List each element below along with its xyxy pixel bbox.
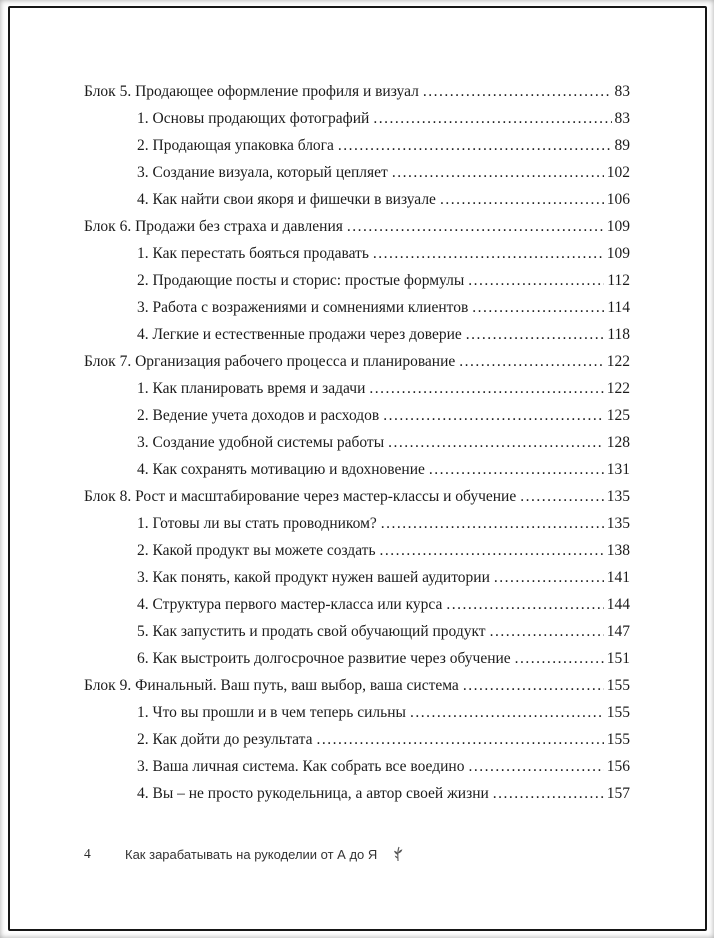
dot-leader [381, 510, 604, 537]
toc-entry-label: 2. Как дойти до результата [137, 731, 313, 748]
dot-leader [383, 402, 604, 429]
toc-entry-page: 122 [606, 380, 630, 397]
dot-leader [463, 672, 604, 699]
dot-leader [429, 456, 604, 483]
toc-item-row [84, 780, 630, 807]
dot-leader [493, 780, 604, 807]
toc-item-row [84, 132, 630, 159]
dot-leader [392, 159, 604, 186]
dot-leader [515, 645, 604, 672]
dot-leader [466, 321, 605, 348]
sprig-flourish-icon [391, 846, 405, 862]
dot-leader [338, 132, 612, 159]
toc-entry-label: 1. Как перестать бояться продавать [137, 245, 369, 262]
toc-entry-label: 3. Работа с возражениями и сомнениями клиентов [137, 299, 469, 316]
toc-entry-label: 1. Готовы ли вы стать проводником? [137, 515, 377, 532]
toc-section-row [84, 672, 630, 699]
toc-entry-label: 4. Легкие и естественные продажи через доверие [137, 326, 462, 343]
toc-item-row [84, 645, 630, 672]
toc-entry-label: 3. Ваша личная система. Как собрать все воедино [137, 758, 465, 775]
dot-leader [369, 375, 603, 402]
footer-book-title: Как зарабатывать на рукоделии от А до Я [125, 846, 378, 862]
toc-item-row [84, 591, 630, 618]
toc-entry-label: 5. Как запустить и продать свой обучающий продукт [137, 623, 486, 640]
toc-entry-label: Блок 8. Рост и масштабирование через мастер-классы и обучение [84, 488, 517, 505]
toc-entry-label: 2. Продающая упаковка блога [137, 137, 334, 154]
toc-entry-page: 89 [614, 137, 630, 154]
toc-item-row [84, 618, 630, 645]
dot-leader [373, 240, 604, 267]
toc-entry-page: 151 [606, 650, 630, 667]
toc-entry-label: 2. Продающие посты и сторис: простые формулы [137, 272, 465, 289]
toc-item-row [84, 186, 630, 213]
toc-entry-page: 83 [614, 83, 630, 100]
toc-entry-label: Блок 7. Организация рабочего процесса и планирование [84, 353, 456, 370]
toc-item-row [84, 321, 630, 348]
toc-entry-label: 2. Ведение учета доходов и расходов [137, 407, 380, 424]
toc-entry-page: 155 [606, 731, 630, 748]
toc-entry-page: 156 [606, 758, 630, 775]
toc-item-row [84, 537, 630, 564]
page-footer [84, 846, 630, 862]
toc-entry-label: 2. Какой продукт вы можете создать [137, 542, 376, 559]
toc-entry-page: 118 [607, 326, 630, 343]
toc-entry-label: 4. Структура первого мастер-класса или курса [137, 596, 443, 613]
dot-leader [446, 591, 603, 618]
toc-section-row [84, 348, 630, 375]
dot-leader [490, 618, 604, 645]
toc-entry-label: 4. Как найти свои якоря и фишечки в визуале [137, 191, 436, 208]
toc-entry-label: 3. Как понять, какой продукт нужен вашей аудитории [137, 569, 490, 586]
toc-entry-page: 138 [606, 542, 630, 559]
toc-entry-page: 147 [606, 623, 630, 640]
dot-leader [380, 537, 604, 564]
dot-leader [520, 483, 604, 510]
toc-entry-page: 155 [606, 704, 630, 721]
dot-leader [494, 564, 604, 591]
dot-leader [459, 348, 603, 375]
toc-entry-label: 1. Основы продающих фотографий [137, 110, 370, 127]
toc-entry-page: 144 [606, 596, 630, 613]
toc-section-row [84, 483, 630, 510]
toc-entry-page: 128 [606, 434, 630, 451]
toc-entry-page: 102 [606, 164, 630, 181]
table-of-contents [84, 78, 630, 807]
toc-entry-label: Блок 9. Финальный. Ваш путь, ваш выбор, ваша система [84, 677, 459, 694]
toc-item-row [84, 105, 630, 132]
dot-leader [347, 213, 604, 240]
toc-entry-page: 109 [606, 218, 630, 235]
toc-item-row [84, 429, 630, 456]
toc-entry-page: 109 [606, 245, 630, 262]
toc-item-row [84, 510, 630, 537]
dot-leader [468, 753, 603, 780]
footer-page-number: 4 [84, 846, 91, 861]
toc-entry-page: 157 [606, 785, 630, 802]
dot-leader [317, 726, 604, 753]
toc-section-row [84, 78, 630, 105]
toc-entry-page: 155 [606, 677, 630, 694]
toc-entry-page: 106 [606, 191, 630, 208]
dot-leader [468, 267, 604, 294]
toc-item-row [84, 726, 630, 753]
toc-entry-label: 4. Как сохранять мотивацию и вдохновение [137, 461, 425, 478]
toc-entry-page: 131 [606, 461, 630, 478]
toc-entry-label: 3. Создание визуала, который цепляет [137, 164, 388, 181]
dot-leader [373, 105, 611, 132]
toc-item-row [84, 753, 630, 780]
toc-section-row [84, 213, 630, 240]
toc-entry-page: 112 [607, 272, 630, 289]
toc-entry-page: 135 [606, 488, 630, 505]
toc-item-row [84, 402, 630, 429]
toc-entry-label: 1. Как планировать время и задачи [137, 380, 366, 397]
dot-leader [410, 699, 604, 726]
toc-entry-page: 83 [614, 110, 630, 127]
toc-item-row [84, 159, 630, 186]
toc-item-row [84, 456, 630, 483]
dot-leader [388, 429, 604, 456]
toc-item-row [84, 375, 630, 402]
dot-leader [423, 78, 612, 105]
toc-item-row [84, 564, 630, 591]
toc-item-row [84, 240, 630, 267]
toc-entry-page: 114 [607, 299, 630, 316]
toc-entry-page: 122 [606, 353, 630, 370]
toc-entry-label: 3. Создание удобной системы работы [137, 434, 385, 451]
toc-entry-label: 4. Вы – не просто рукодельница, а автор своей жизни [137, 785, 489, 802]
toc-entry-label: Блок 6. Продажи без страха и давления [84, 218, 343, 235]
toc-item-row [84, 294, 630, 321]
toc-entry-page: 135 [606, 515, 630, 532]
toc-item-row [84, 267, 630, 294]
dot-leader [472, 294, 604, 321]
toc-entry-label: 6. Как выстроить долгосрочное развитие через обучение [137, 650, 511, 667]
toc-entry-page: 125 [606, 407, 630, 424]
toc-entry-label: Блок 5. Продающее оформление профиля и визуал [84, 83, 419, 100]
dot-leader [440, 186, 604, 213]
toc-list [84, 78, 630, 807]
toc-entry-page: 141 [606, 569, 630, 586]
toc-entry-label: 1. Что вы прошли и в чем теперь сильны [137, 704, 406, 721]
toc-item-row [84, 699, 630, 726]
